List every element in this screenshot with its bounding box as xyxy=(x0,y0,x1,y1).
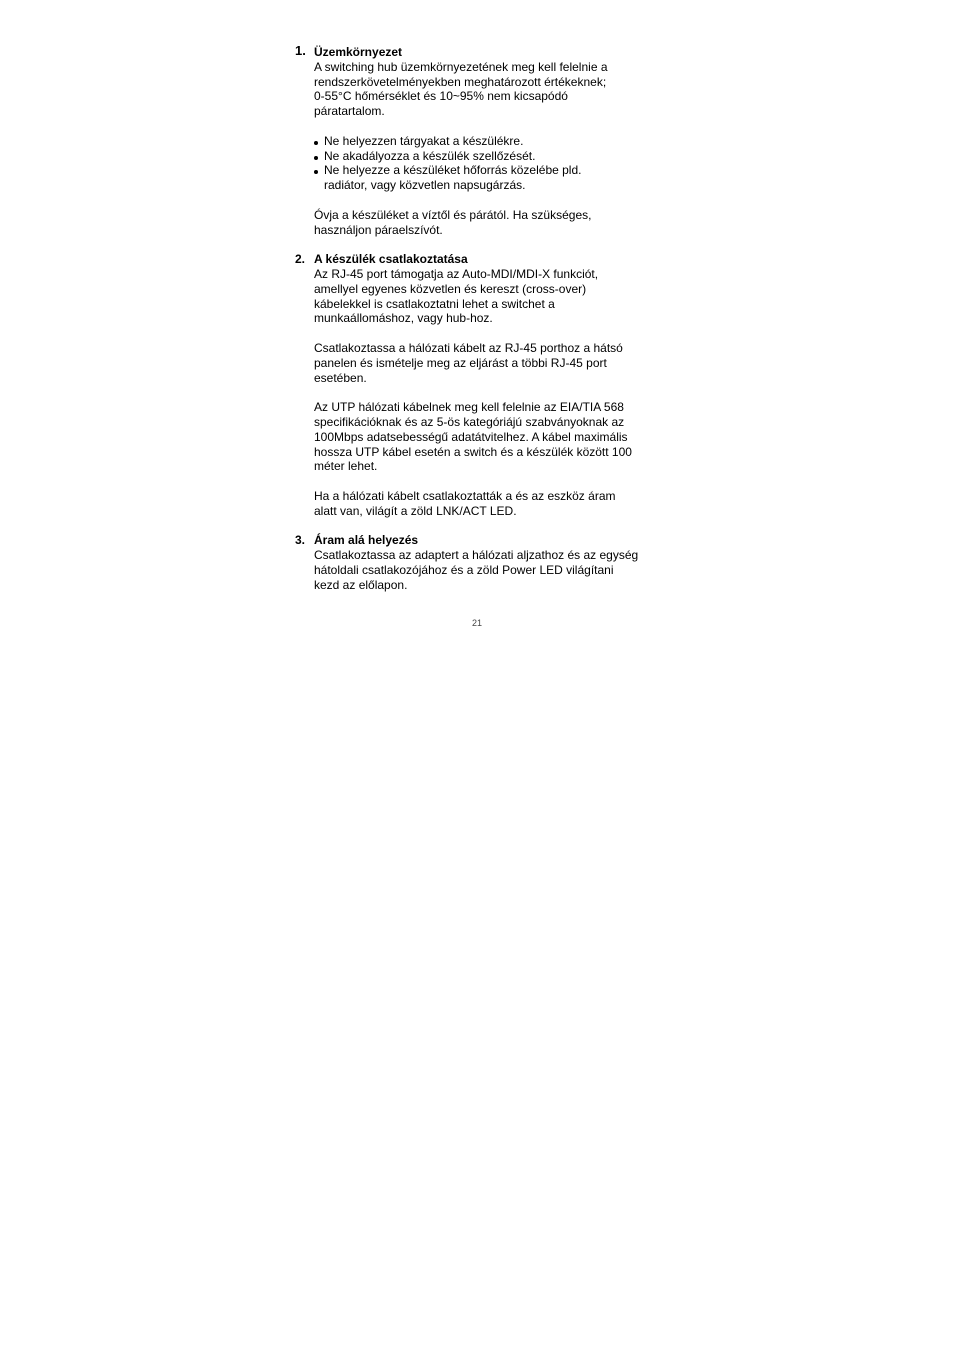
paragraph: Csatlakoztassa a hálózati kábelt az RJ-45 porthoz a hátsó panelen és ismételje meg az eljárást a többi RJ-45 port esetében. xyxy=(314,340,623,385)
document-body xyxy=(295,45,675,592)
page-number: 21 xyxy=(471,618,482,628)
section-number: 2. xyxy=(295,252,306,267)
list-item-text: Ne akadályozza a készülék szellőzését. xyxy=(324,148,536,163)
list-item-text: Ne helyezzen tárgyakat a készülékre. xyxy=(324,133,524,148)
bullet-icon xyxy=(314,170,318,174)
list-item xyxy=(314,134,675,149)
bullet-icon xyxy=(314,156,318,160)
section-number: 1. xyxy=(295,43,306,58)
section-number: 3. xyxy=(295,533,306,548)
section-environment xyxy=(295,45,675,119)
section-title: A készülék csatlakoztatása xyxy=(314,252,468,267)
section-title: Áram alá helyezés xyxy=(314,533,419,548)
precautions-list xyxy=(295,134,675,193)
paragraph: Ha a hálózati kábelt csatlakoztatták a és az eszköz áram alatt van, világít a zöld LNK/ACT LED. xyxy=(314,488,616,518)
paragraph: Az UTP hálózati kábelnek meg kell felelnie az EIA/TIA 568 specifikációknak és az 5-ös kategóriájú szabványoknak az 100Mbps adatsebességű adatátvitelhez. A kábel maximális hossza UTP kábel esetén a switch és a készülék között 100 méter lehet. xyxy=(314,400,632,474)
list-item xyxy=(314,163,675,193)
section-title: Üzemkörnyezet xyxy=(314,45,403,59)
list-item xyxy=(314,149,675,164)
bullet-icon xyxy=(314,141,318,145)
paragraph: Az RJ-45 port támogatja az Auto-MDI/MDI-X funkciót, amellyel egyenes közvetlen és kereszt (cross-over) kábelekkel is csatlakoztatni lehet a switchet a munkaállomáshoz, vagy hub-hoz. xyxy=(314,266,599,326)
section-power xyxy=(295,533,675,592)
section-connection xyxy=(295,252,675,518)
section-outro: Óvja a készüléket a víztől és párától. Ha szükséges, használjon páraelszívót. xyxy=(314,207,592,237)
section-intro: A switching hub üzemkörnyezetének meg kell felelnie a rendszerkövetelményekben meghatározott értékeknek; 0-55°C hőmérséklet és 10~95% nem kicsapódó páratartalom. xyxy=(314,59,608,119)
paragraph: Csatlakoztassa az adaptert a hálózati aljzathoz és az egység hátoldali csatlakozójához és a zöld Power LED világítani kezd az előlapon. xyxy=(314,548,639,592)
list-item-text: Ne helyezze a készüléket hőforrás közelébe pld. radiátor, vagy közvetlen napsugárzás. xyxy=(324,163,582,193)
